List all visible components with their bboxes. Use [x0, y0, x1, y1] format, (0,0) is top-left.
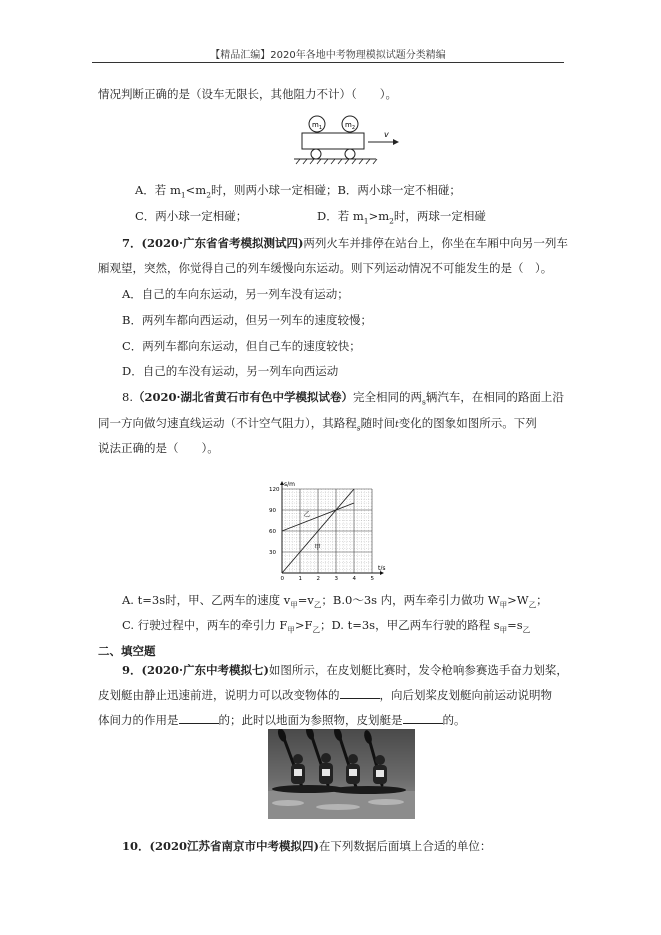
x-tick-label: 3: [334, 576, 338, 582]
x-tick-label: 2: [316, 576, 320, 582]
x-tick-label: 1: [298, 576, 302, 582]
q9-stem-line3: 体间力的作用是 的；此时以地面为参照物，皮划艇是 的。: [98, 713, 466, 727]
x-axis-label: t/s: [378, 565, 386, 572]
y-tick-label: 120: [269, 487, 280, 493]
q7-source: 7．(2020·广东省省考模拟测试四): [122, 236, 304, 250]
q9-source: 9．(2020·广东中考模拟七): [122, 663, 269, 677]
cart-wheel-left: [311, 149, 321, 159]
q7-stem-line2: 厢观望，突然，你觉得自己的列车缓慢向东运动。则下列运动情况不可能发生的是（ ）。: [98, 261, 553, 275]
q8-stem-line3: 说法正确的是（ ）。: [98, 441, 219, 455]
y-axis-label: s/m: [284, 481, 295, 488]
st-graph: [268, 478, 393, 588]
q7-option-c: C．两列车都向东运动，但自己车的速度较快；: [122, 339, 361, 353]
section-heading-fill-in: 二、填空题: [98, 644, 156, 658]
answer-blank-3: [403, 713, 443, 724]
page-header: 【精品汇编】2020年各地中考物理模拟试题分类精编: [210, 50, 446, 61]
q8-stem-line2: 同一方向做匀速直线运动（不计空气阻力），其路程$_s$随时间t变化的图象如图所示。下列: [98, 416, 537, 433]
x-tick-label: 0: [280, 576, 284, 582]
svg-text:m2: $m_2$: [345, 121, 356, 131]
kayak-race-photo: [268, 729, 415, 819]
q6-option-c: C．两小球一定相碰；: [135, 209, 248, 223]
ground-hatch: [296, 159, 377, 164]
header-rule: [92, 62, 564, 63]
q8-source: （2020·湖北省黄石市有色中学模拟试卷）: [132, 390, 353, 404]
q7-stem-line1: 7．(2020·广东省省考模拟测试四)两列火车并排停在站台上，你坐在车厢中向另一列车: [122, 236, 568, 250]
q10-source: 10．(2020江苏省南京市中考模拟四): [122, 839, 319, 853]
y-tick-label: 60: [269, 529, 276, 535]
series-label-yi: 乙: [303, 510, 311, 518]
x-tick-label: 4: [352, 576, 356, 582]
series-label-jia: 甲: [314, 543, 321, 552]
answer-blank-1: [340, 688, 380, 699]
cart-body: [302, 133, 364, 149]
q7-option-b: B．两列车都向西运动，但另一列车的速度较慢；: [122, 313, 372, 327]
q8-stem-line1: 8.（2020·湖北省黄石市有色中学模拟试卷）完全相同的两$_s$辆汽车，在相同的路面上沿: [122, 390, 564, 407]
answer-blank-2: [179, 713, 219, 724]
q7-option-d: D．自己的车没有运动，另一列车向西运动: [122, 364, 339, 378]
cart-figure: [290, 109, 400, 167]
q7-option-a: A．自己的车向东运动，另一列车没有运动；: [122, 287, 349, 301]
q6-option-b: B．两小球一定不相碰；: [337, 183, 461, 197]
cart-wheel-right: [345, 149, 355, 159]
q6-stem: 情况判断正确的是（设车无限长，其他阻力不计）（ ）。: [98, 87, 397, 101]
q6-option-d: D．若 $m_1>m_2$时，两球一定相碰: [317, 209, 486, 226]
q9-stem-line1: 9．(2020·广东中考模拟七)如图所示，在皮划艇比赛时，发令枪响参赛选手奋力划桨，: [122, 663, 568, 677]
q10-stem: 10．(2020江苏省南京市中考模拟四)在下列数据后面填上合适的单位：: [122, 839, 492, 853]
q6-option-a: A．若 $m_1<m_2$时，则两小球一定相碰；B．两小球一定不相碰；: [135, 183, 461, 200]
ball-m1-label: m: [312, 121, 319, 129]
q9-stem-line2: 皮划艇由静止迅速前进，说明力可以改变物体的 ，向后划桨皮划艇向前运动说明物: [98, 688, 552, 702]
q8-option-ab: A. t=3s时，甲、乙两车的速度 $v_甲=v_乙$；B.0～3s 内，两车牵引力做功 $W_甲>W_乙$；: [122, 593, 548, 610]
y-tick-label: 30: [269, 550, 276, 556]
ball-m2-label: m: [345, 121, 352, 129]
x-tick-label: 5: [370, 576, 374, 582]
q8-option-cd: C. 行驶过程中，两车的牵引力 $F_甲>F_乙$；D. t=3s，甲乙两车行驶的路程 $s_甲=s_乙$: [122, 618, 531, 635]
y-tick-label: 90: [269, 508, 276, 514]
svg-text:m1: $m_1$: [312, 121, 323, 131]
velocity-label: v: [384, 130, 389, 139]
